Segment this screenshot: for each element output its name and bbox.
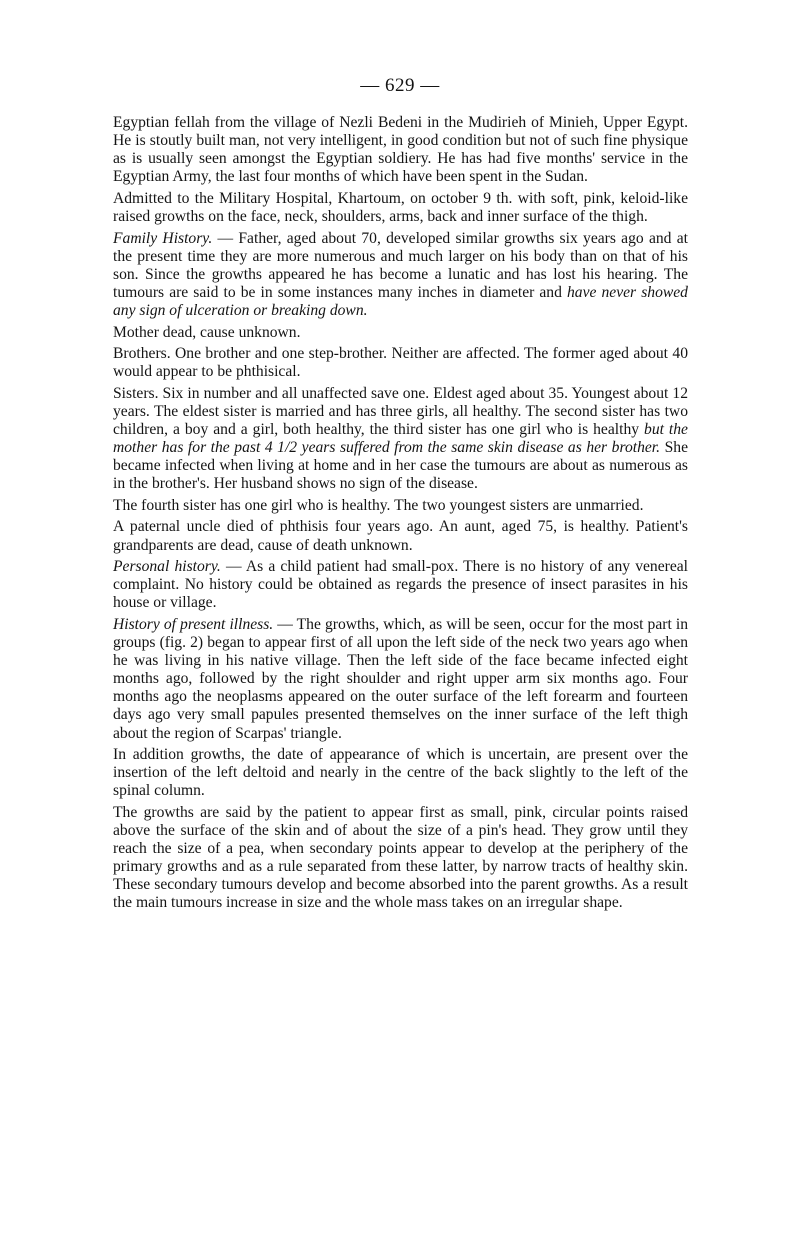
- italic-text: History of present illness.: [113, 615, 274, 633]
- text-run: She became infected when living at home and in her case the tumours are about as numerous as in the brother's. Her husband shows no sign of the disease.: [113, 439, 688, 493]
- paragraph: [113, 497, 688, 515]
- paragraph: [113, 385, 688, 494]
- italic-text: Family History.: [113, 229, 213, 247]
- text-run: — Father, aged about 70, developed similar growths six years ago and at the present time they are more numerous and much larger on his body than on that of his son. Since the growths appeared he has become a lunatic and has lost his hearing. The tumours are said to be in some instances many inches in diameter and: [113, 229, 688, 301]
- text-run: Admitted to the Military Hospital, Khartoum, on october 9 th. with soft, pink, keloid-like raised growths on the face, neck, shoulders, arms, back and inner surface of the thigh.: [113, 189, 688, 225]
- paragraph: [113, 345, 688, 381]
- paragraph: [113, 804, 688, 913]
- italic-text: Personal history.: [113, 558, 221, 576]
- text-run: Egyptian fellah from the village of Nezli Bedeni in the Mudirieh of Minieh, Upper Egypt. He is stoutly built man, not very intelligent, in good condition but not of such fine physique as is usually seen amongst the Egyptian soldiery. He has had five months' service in the Egyptian Army, the last four months of which have been spent in the Sudan.: [113, 114, 688, 186]
- paragraph: [113, 230, 688, 320]
- italic-text: have never showed any sign of ulceration or breaking down.: [113, 283, 688, 319]
- text-run: — The growths, which, as will be seen, occur for the most part in groups (fig. 2) began to appear first of all upon the left side of the neck two years ago when he was living in his native village. Then the left side of the face became infected eight months ago, followed by the right shoulder and right upper arm six months ago. Four months ago the neoplasms appeared on the outer surface of the left forearm and fourteen days ago very small papules presented themselves on the inner surface of the left thigh about the region of Scarpas' triangle.: [113, 615, 689, 742]
- italic-text: but the mother has for the past 4 1/2 years suffered from the same skin disease as her brother.: [113, 421, 688, 457]
- paragraph: [113, 518, 688, 554]
- text-run: In addition growths, the date of appearance of which is uncertain, are present over the insertion of the left deltoid and nearly in the centre of the back slightly to the left of the spinal column.: [113, 746, 688, 800]
- text-run: The growths are said by the patient to appear first as small, pink, circular points raised above the surface of the skin and of about the size of a pin's head. They grow until they reach the size of a pea, when secondary points appear to develop at the periphery of the primary growths and as a rule separated from these latter, by narrow tracts of healthy skin. These secondary tumours develop and become absorbed into the parent growths. As a result the main tumours increase in size and the whole mass takes on an irregular shape.: [113, 803, 688, 912]
- text-run: — As a child patient had small-pox. There is no history of any venereal complaint. No history could be obtained as regards the presence of insect parasites in his house or village.: [113, 558, 688, 612]
- paragraph: [113, 190, 688, 226]
- paragraph: [113, 616, 688, 743]
- paragraph: [113, 558, 688, 612]
- page-number: — 629 —: [360, 75, 440, 96]
- paragraph: [113, 324, 688, 342]
- body-text: [113, 114, 688, 916]
- paragraph: [113, 114, 688, 186]
- paragraph: [113, 746, 688, 800]
- text-run: Mother dead, cause unknown.: [113, 323, 301, 341]
- text-run: Brothers. One brother and one step-brother. Neither are affected. The former aged about 40 would appear to be phthisical.: [113, 345, 688, 381]
- text-run: The fourth sister has one girl who is healthy. The two youngest sisters are unmarried.: [113, 496, 644, 514]
- text-run: A paternal uncle died of phthisis four years ago. An aunt, aged 75, is healthy. Patient's grandparents are dead, cause of death unknown.: [113, 518, 688, 554]
- text-run: Sisters. Six in number and all unaffected save one. Eldest aged about 35. Youngest about 12 years. The eldest sister is married and has three girls, all healthy. The second sister has two children, a boy and a girl, both healthy, the third sister has one girl who is healthy: [113, 384, 688, 438]
